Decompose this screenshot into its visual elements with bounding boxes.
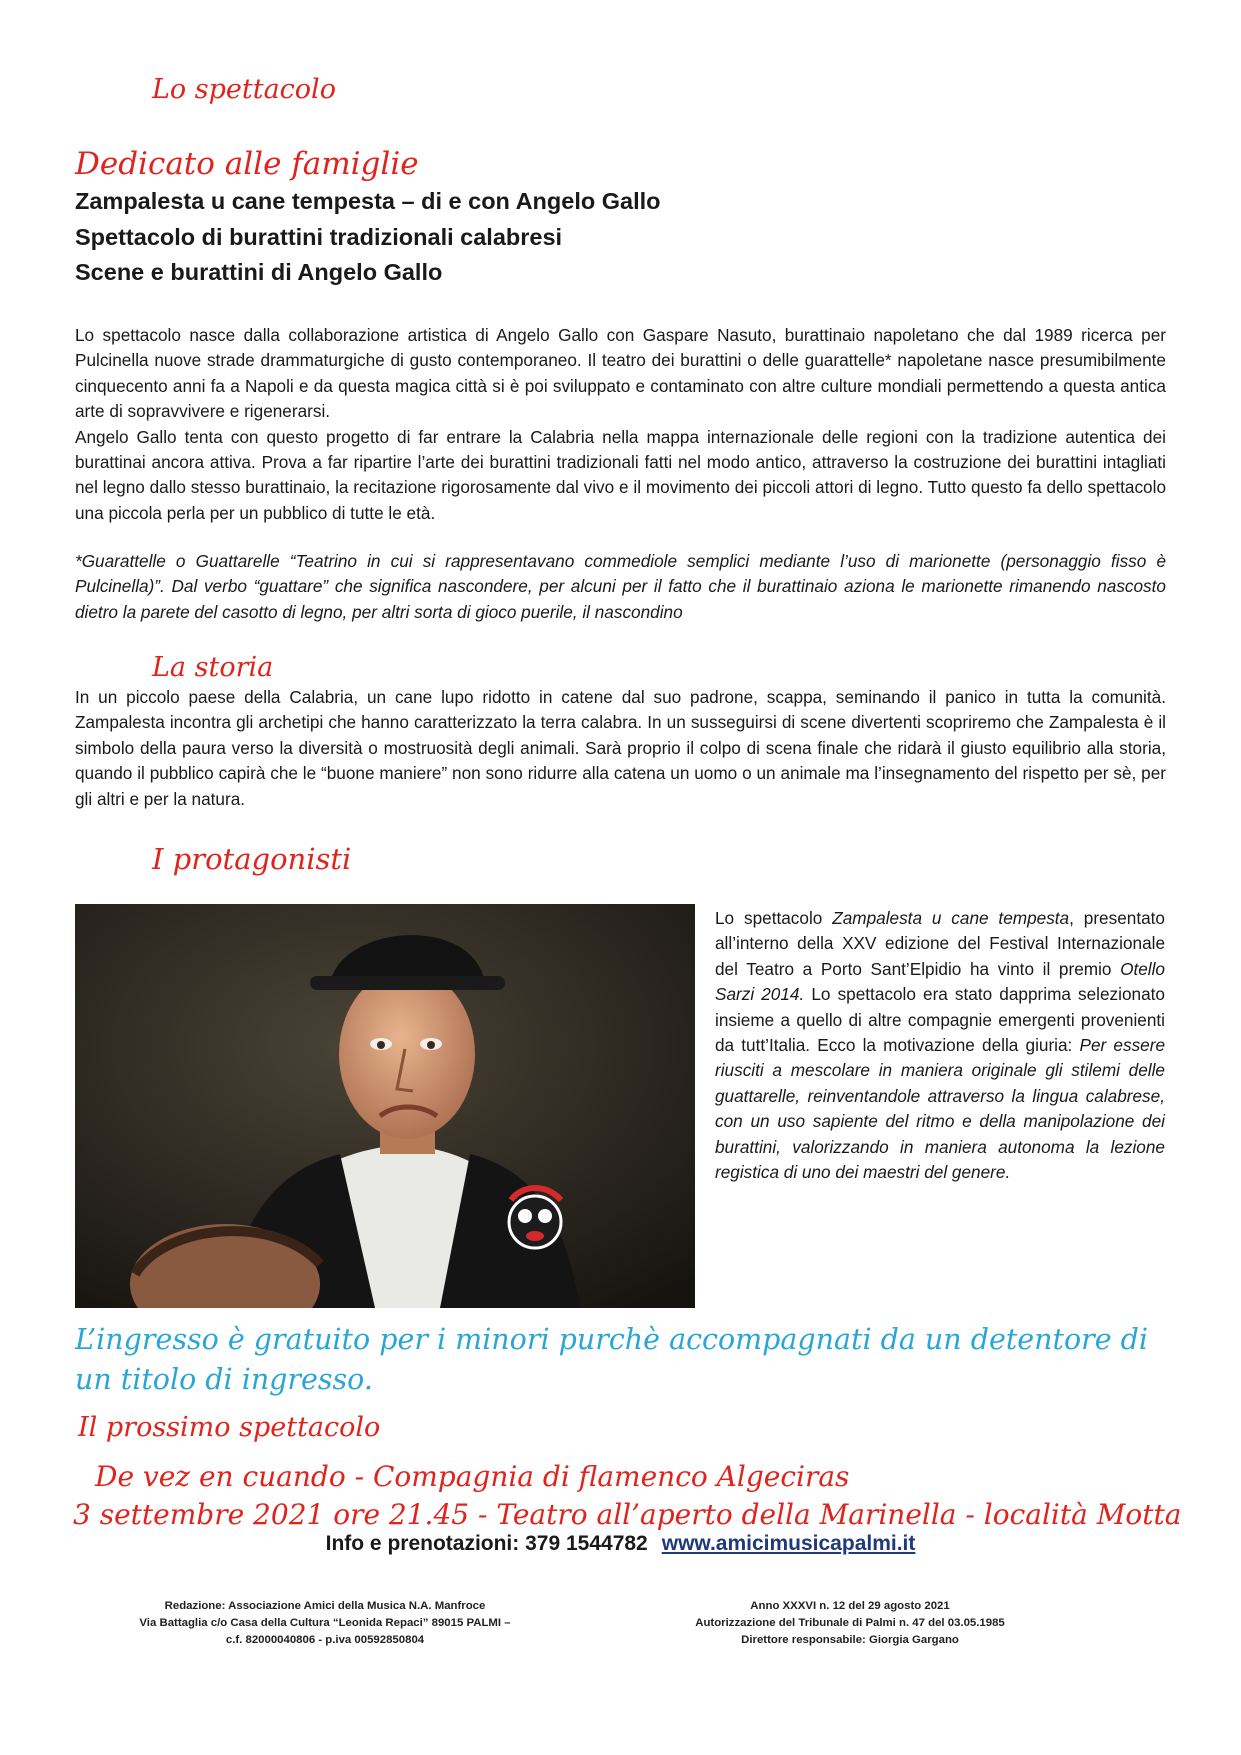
award-text-part: Lo spettacolo bbox=[715, 908, 833, 928]
award-show-title: Zampalesta u cane tempesta bbox=[832, 908, 1070, 928]
admission-note: L’ingresso è gratuito per i minori purchè accompagnati da un detentore di un titolo di ingresso. bbox=[75, 1323, 1149, 1396]
footer-registration bbox=[640, 1598, 1060, 1649]
story-text: In un piccolo paese della Calabria, un cane lupo ridotto in catene dal suo padrone, scappa, seminando il panico in tutta la comunità. Zampalesta incontra gli archetipi che hanno caratterizzato la terra calabra. In un susseguirsi di scene divertenti scopriremo che Zampalesta è il simbolo della paura verso la diversità o mostruosità degli animali. Sarà proprio il colpo di scena finale che ridarà il giusto equilibrio alla storia, quando il pubblico capirà che le “buone maniere” non sono ridurre alla catena un uomo o un animale ma l’insegnamento del rispetto per sè, per gli altri e per la natura. bbox=[75, 687, 1166, 809]
next-show-date-place: 3 settembre 2021 ore 21.45 - Teatro all’aperto della Marinella - località Motta bbox=[73, 1498, 1182, 1531]
footnote-guarattelle: *Guarattelle o Guattarelle “Teatrino in cui si rappresentavano commediole semplici mediante l’uso di marionette (personaggio fisso è Pulcinella)”. Dal verbo “guattare” che significa nascondere, per alcuni per il fatto che il burattinaio aziona le marionette rimanendo nascosto dietro la parete del casotto di legno, per altri sorta di gioco puerile, il nascondino bbox=[75, 551, 1166, 622]
footer-line: Redazione: Associazione Amici della Musica N.A. Manfroce bbox=[164, 1600, 486, 1612]
section-heading-dedicato: Dedicato alle famiglie bbox=[75, 146, 419, 182]
info-contact: Info e prenotazioni: 379 1544782 bbox=[325, 1532, 648, 1555]
award-prize-name: Otello Sarzi 2014. bbox=[715, 958, 1165, 1005]
section-heading-spettacolo: Lo spettacolo bbox=[152, 74, 336, 105]
award-text-part: Lo spettacolo era stato dapprima selezionato insieme a quello di altre compagnie emergenti provenienti da tutt’Italia. Ecco la motivazione della giuria: bbox=[715, 984, 1165, 1056]
info-line bbox=[0, 1532, 1241, 1556]
award-text-part: , presentato all’interno della XXV edizione del Festival Internazionale del Teatro a Porto Sant’Elpidio ha vinto il premio bbox=[715, 908, 1165, 979]
footer-line: Via Battaglia c/o Casa della Cultura “Leonida Repaci” 89015 PALMI – bbox=[139, 1617, 511, 1629]
award-jury-motivation: Per essere riusciti a mescolare in maniera originale gli stilemi delle guattarelle, reinventandole attraverso la lingua calabrese, con un uso sapiente del ritmo e della manipolazione dei burattini, valorizzando in maniera autonoma la lezione registica di uno dei maestri del genere. bbox=[715, 1035, 1165, 1183]
footer-line: Autorizzazione del Tribunale di Palmi n. 47 del 03.05.1985 bbox=[695, 1617, 1005, 1629]
section-heading-next-show: Il prossimo spettacolo bbox=[78, 1412, 381, 1443]
next-show-title: De vez en cuando - Compagnia di flamenco Algeciras bbox=[95, 1460, 850, 1493]
footer-line: Anno XXXVI n. 12 del 29 agosto 2021 bbox=[750, 1600, 950, 1612]
footer-line: c.f. 82000040806 - p.iva 00592850804 bbox=[225, 1634, 425, 1646]
intro-text bbox=[75, 323, 1166, 526]
footer-publisher bbox=[100, 1598, 550, 1649]
website-link[interactable]: www.amicimusicapalmi.it bbox=[661, 1532, 916, 1555]
performer-photo bbox=[75, 904, 695, 1308]
headline-title: Zampalesta u cane tempesta – di e con Angelo Gallo bbox=[75, 188, 661, 214]
section-heading-protagonisti: I protagonisti bbox=[152, 842, 352, 876]
section-heading-storia: La storia bbox=[152, 652, 274, 683]
performer-illustration bbox=[75, 904, 695, 1308]
intro-paragraph: Lo spettacolo nasce dalla collaborazione artistica di Angelo Gallo con Gaspare Nasuto, burattinaio napoletano che dal 1989 ricerca per Pulcinella nuove strade drammaturgiche di gusto contemporaneo. Il teatro dei burattini o delle guarattelle* napoletane nasce presumibilmente cinquecento anni fa a Napoli e da questa magica città si è poi sviluppato e contaminato con altre culture mondiali permettendo a questa antica arte di sopravvivere e rigenerarsi. bbox=[75, 325, 1166, 422]
headline-credits: Scene e burattini di Angelo Gallo bbox=[75, 259, 443, 285]
headline-subtitle: Spettacolo di burattini tradizionali calabresi bbox=[75, 224, 563, 250]
award-text bbox=[715, 906, 1165, 1185]
intro-paragraph: Angelo Gallo tenta con questo progetto di far entrare la Calabria nella mappa internazionale delle regioni con la tradizione autentica dei burattinai ancora attiva. Prova a far ripartire l’arte dei burattini tradizionali fatti nel modo antico, attraverso la costruzione dei burattini intagliati nel legno dallo stesso burattinaio, la recitazione rigorosamente dal vivo e il movimento dei piccoli attori di legno. Tutto questo fa dello spettacolo una piccola perla per un pubblico di tutte le età. bbox=[75, 426, 1166, 523]
footer-line: Direttore responsabile: Giorgia Gargano bbox=[741, 1634, 959, 1646]
